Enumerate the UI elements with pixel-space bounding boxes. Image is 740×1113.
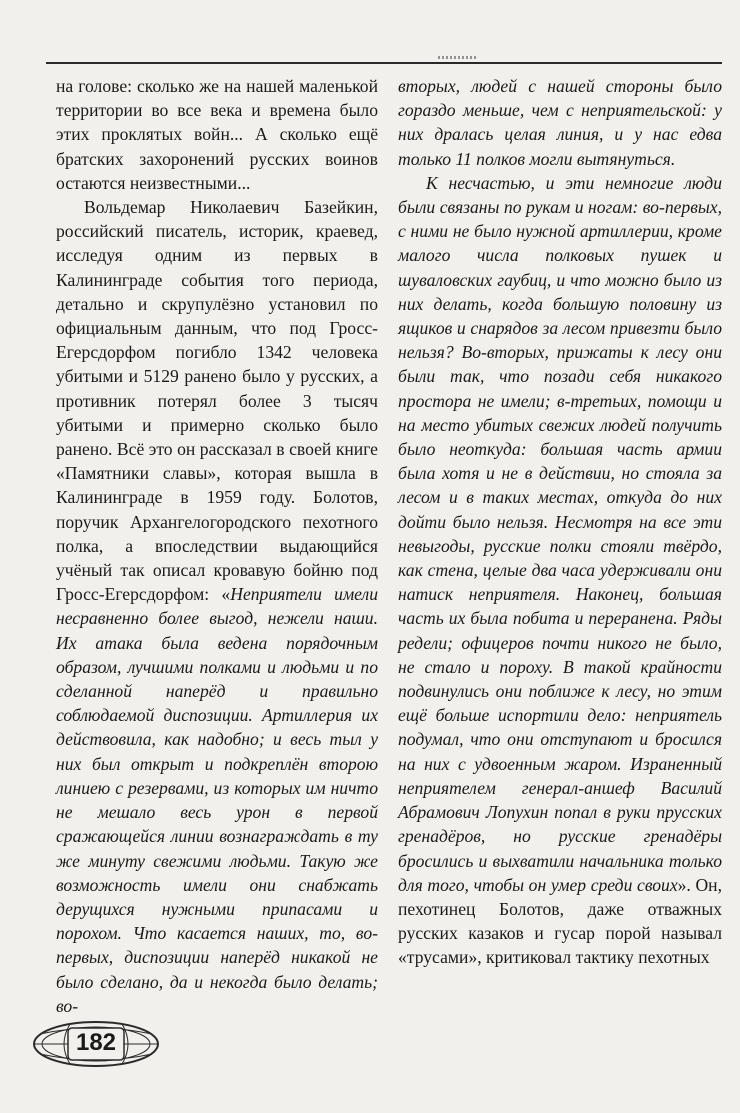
right-column — [398, 74, 722, 970]
left-column — [56, 74, 378, 1018]
header-rule — [46, 62, 722, 64]
left-paragraph-1: на голове: сколько же на нашей маленькой территории во все века и времена было этих проклятых войн... А сколько ещё братских захоронений русских воинов остаются неизвестными... — [56, 76, 378, 193]
header-rule-mark — [438, 56, 478, 59]
right-paragraph-2-tail: ». Он, пехотинец Болотов, даже отважных русских казаков и гусар порой называл «трусами», критиковал тактику пехотных — [398, 874, 722, 968]
left-paragraph-2-text: Вольдемар Николаевич Базейкин, российский писатель, историк, краевед, исследуя одним из первых в Калининграде события того периода, детально и скрупулёзно установил по официальным данным, что под Гросс-Егерсдорфом погибло 1342 человека убитыми и 5129 ранено было у русских, а противник потерял более 3 тысяч убитыми и примерно сколько было ранено. Всё это он рассказал в своей книге «Памятники славы», которая вышла в Калининграде в 1959 году. Болотов, поручик Архангелогородского пехотного полка, а впоследствии выдающийся учёный так описал кровавую бойню под Гросс-Егерсдорфом: « — [56, 197, 378, 605]
bolotov-quote-start: Неприятели имели несравненно более выгод, нежели наши. Их атака была ведена порядочным образом, лучшими полками и людьми и по сделанной наперёд и правильно соблюдаемой диспозиции. Артиллерия их действовила, как надобно; и весь тыл у них был открыт и подкреплён второю линиею с резервами, из которых им ничто не мешало весь урон в первой сражающейся линии вознаграждать в ту же минуту свежими людьми. Такую же возможность имели они снабжать дерущихся нужными припасами и порохом. Что касается наших, то, во-первых, диспозиции наперёд никакой не было сделано, да и некогда было делать; во- — [56, 584, 379, 1016]
right-paragraph-2 — [398, 171, 722, 970]
bolotov-quote-end: К несчастью, и эти немногие люди были связаны по рукам и ногам: во-первых, с ними не было нужной артиллерии, кроме малого числа полковых пушек и шуваловских гаубиц, и что можно было из них делать, когда большую половину из ящиков и снарядов за лесом привезти было нельзя? Во-вторых, прижаты к лесу они были так, что позади себя никакого простора не имели; в-третьих, помощи и на место убитых свежих людей получить было неоткуда: большая часть армии была хотя и не в действии, но стояла за лесом и в таких местах, откуда до них дойти было нельзя. Несмотря на все эти невыгоды, русские полки стояли твёрдо, как стена, целые два часа удерживали они натиск неприятеля. Наконец, большая часть их была побита и переранена. Ряды редели; офицеров почти никого не было, не стало и пороху. В такой крайности подвинулись они поближе к лесу, но этим ещё больше испортили дело: неприятель подумал, что они отступают и бросился на них с удвоенным жаром. Израненный неприятелем генерал-аншеф Василий Абрамович Лопухин попал в руки прусских гренадёров, но русские гренадёры бросились и выхватили начальника только для того, чтобы он умер среди своих — [398, 172, 722, 895]
left-paragraph-2 — [56, 195, 378, 1018]
right-paragraph-1: вторых, людей с нашей стороны было гораздо меньше, чем с неприятельской: у них дралась целая линия, и у нас едва только 11 полков могли вытянуться. — [398, 76, 722, 169]
page-number-badge — [30, 1018, 160, 1070]
page-number: 182 — [75, 1029, 117, 1056]
